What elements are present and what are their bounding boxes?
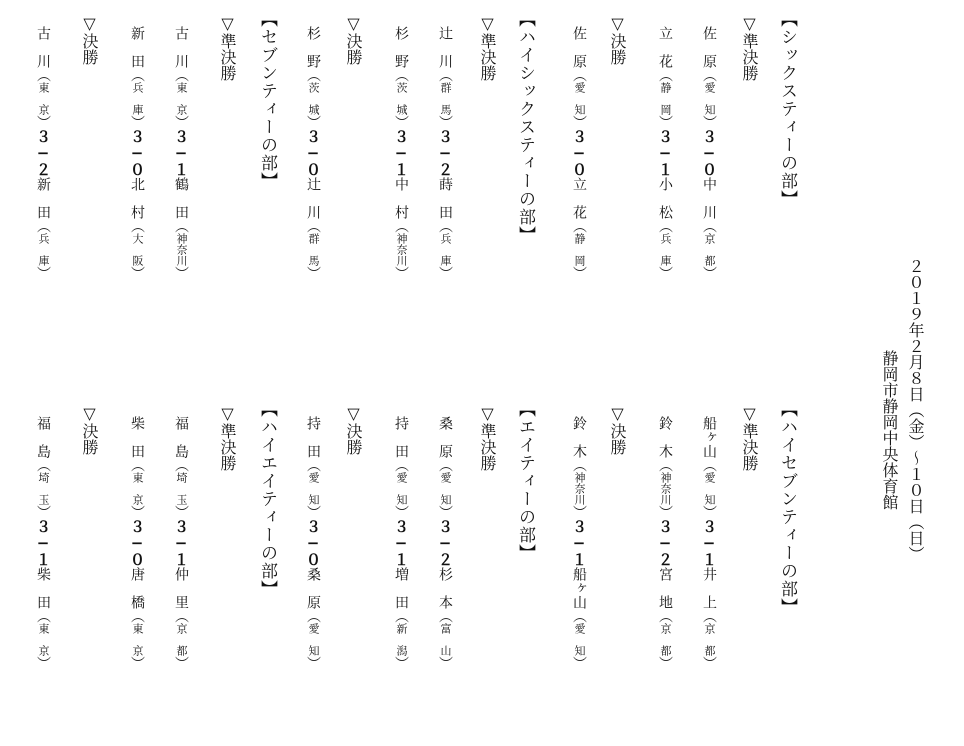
player-name: 杉 本 <box>437 567 453 609</box>
match-score: ３−２ <box>34 129 52 177</box>
prefecture-open: （ <box>657 219 673 233</box>
semifinal-label: ▽準決勝 <box>478 14 497 81</box>
player-name: 立 花 <box>657 26 673 68</box>
prefecture-close: ） <box>129 266 145 280</box>
semifinal-match <box>652 416 678 670</box>
prefecture-open: （ <box>129 458 145 472</box>
player-name: 古 川 <box>35 26 51 68</box>
player-prefecture: 神奈川 <box>395 233 408 266</box>
division-title: 【エイティーの部】 <box>515 400 535 562</box>
player-name: 柴 田 <box>35 567 51 609</box>
match-score: ３−１ <box>392 129 410 177</box>
semifinal-match <box>432 416 458 670</box>
prefecture-open: （ <box>129 609 145 623</box>
final-label: ▽決勝 <box>344 404 363 455</box>
player-prefecture: 静 岡 <box>573 233 586 266</box>
prefecture-close: ） <box>129 115 145 129</box>
match-score: ３−１ <box>172 129 190 177</box>
match-score: ３−０ <box>700 129 718 177</box>
event-date: ２０１９年２月８日（金）～１０日（日） <box>906 258 925 562</box>
semifinal-match <box>168 26 194 280</box>
player-prefecture: 愛 知 <box>703 472 716 505</box>
player-name: 佐 原 <box>701 26 717 68</box>
prefecture-open: （ <box>437 458 453 472</box>
semifinal-label: ▽準決勝 <box>478 404 497 471</box>
player-name: 蒔 田 <box>437 177 453 219</box>
semifinal-label: ▽準決勝 <box>218 404 237 471</box>
prefecture-close: ） <box>437 266 453 280</box>
match-score: ３−２ <box>436 519 454 567</box>
semifinal-label: ▽準決勝 <box>740 404 759 471</box>
player-prefecture: 埼 玉 <box>175 472 188 505</box>
prefecture-close: ） <box>173 656 189 670</box>
prefecture-close: ） <box>657 656 673 670</box>
semifinal-match <box>696 26 722 280</box>
final-match <box>566 416 592 670</box>
prefecture-close: ） <box>35 266 51 280</box>
division-title: 【ハイシックスティーの部】 <box>515 10 535 244</box>
player-name: 新 田 <box>35 177 51 219</box>
prefecture-close: ） <box>437 656 453 670</box>
prefecture-close: ） <box>657 266 673 280</box>
prefecture-close: ） <box>305 656 321 670</box>
prefecture-open: （ <box>701 458 717 472</box>
prefecture-open: （ <box>173 68 189 82</box>
prefecture-open: （ <box>701 219 717 233</box>
player-prefecture: 京 都 <box>175 623 188 656</box>
semifinal-label: ▽準決勝 <box>740 14 759 81</box>
prefecture-close: ） <box>701 656 717 670</box>
final-label: ▽決勝 <box>344 14 363 65</box>
prefecture-open: （ <box>393 458 409 472</box>
prefecture-open: （ <box>393 219 409 233</box>
player-prefecture: 新 潟 <box>395 623 408 656</box>
player-name: 福 島 <box>173 416 189 458</box>
prefecture-close: ） <box>173 266 189 280</box>
match-score: ３−１ <box>172 519 190 567</box>
prefecture-close: ） <box>35 505 51 519</box>
player-prefecture: 兵 庫 <box>131 82 144 115</box>
match-score: ３−０ <box>304 519 322 567</box>
prefecture-close: ） <box>393 505 409 519</box>
player-name: 新 田 <box>129 26 145 68</box>
division-title: 【ハイセブンティーの部】 <box>777 400 797 616</box>
player-name: 杉 野 <box>393 26 409 68</box>
prefecture-open: （ <box>305 458 321 472</box>
prefecture-open: （ <box>129 219 145 233</box>
prefecture-close: ） <box>657 505 673 519</box>
match-score: ３−０ <box>128 129 146 177</box>
player-prefecture: 愛 知 <box>307 623 320 656</box>
player-prefecture: 茨 城 <box>307 82 320 115</box>
prefecture-open: （ <box>701 68 717 82</box>
player-prefecture: 神奈川 <box>175 233 188 266</box>
prefecture-open: （ <box>657 68 673 82</box>
match-score: ３−１ <box>392 519 410 567</box>
prefecture-close: ） <box>701 115 717 129</box>
semifinal-match <box>652 26 678 280</box>
prefecture-close: ） <box>129 505 145 519</box>
prefecture-close: ） <box>571 115 587 129</box>
player-name: 鶴 田 <box>173 177 189 219</box>
player-prefecture: 群 馬 <box>307 233 320 266</box>
player-prefecture: 愛 知 <box>703 82 716 115</box>
player-prefecture: 東 京 <box>37 623 50 656</box>
semifinal-match <box>124 26 150 280</box>
player-name: 小 松 <box>657 177 673 219</box>
final-match <box>300 26 326 280</box>
prefecture-close: ） <box>393 115 409 129</box>
player-prefecture: 神奈川 <box>573 472 586 505</box>
final-label: ▽決勝 <box>80 404 99 455</box>
player-name: 仲 里 <box>173 567 189 609</box>
match-score: ３−０ <box>304 129 322 177</box>
prefecture-open: （ <box>657 458 673 472</box>
division-title: 【シックスティーの部】 <box>777 10 797 208</box>
player-prefecture: 京 都 <box>659 623 672 656</box>
prefecture-open: （ <box>173 458 189 472</box>
final-match <box>30 26 56 280</box>
prefecture-close: ） <box>129 656 145 670</box>
player-prefecture: 大 阪 <box>131 233 144 266</box>
semifinal-match <box>388 416 414 670</box>
player-prefecture: 愛 知 <box>307 472 320 505</box>
player-name: 持 田 <box>393 416 409 458</box>
prefecture-close: ） <box>701 266 717 280</box>
match-score: ３−０ <box>570 129 588 177</box>
prefecture-open: （ <box>305 68 321 82</box>
semifinal-match <box>124 416 150 670</box>
player-name: 鈴 木 <box>571 416 587 458</box>
prefecture-close: ） <box>35 115 51 129</box>
player-name: 辻 川 <box>437 26 453 68</box>
match-score: ３−１ <box>34 519 52 567</box>
player-prefecture: 東 京 <box>37 82 50 115</box>
prefecture-close: ） <box>393 266 409 280</box>
prefecture-open: （ <box>393 609 409 623</box>
semifinal-label: ▽準決勝 <box>218 14 237 81</box>
prefecture-close: ） <box>701 505 717 519</box>
prefecture-close: ） <box>571 266 587 280</box>
final-label: ▽決勝 <box>80 14 99 65</box>
prefecture-open: （ <box>393 68 409 82</box>
match-score: ３−１ <box>700 519 718 567</box>
player-prefecture: 富 山 <box>439 623 452 656</box>
player-name: 持 田 <box>305 416 321 458</box>
player-name: 古 川 <box>173 26 189 68</box>
player-prefecture: 茨 城 <box>395 82 408 115</box>
prefecture-open: （ <box>35 219 51 233</box>
prefecture-open: （ <box>129 68 145 82</box>
match-score: ３−２ <box>656 519 674 567</box>
prefecture-close: ） <box>437 505 453 519</box>
player-prefecture: 静 岡 <box>659 82 672 115</box>
prefecture-close: ） <box>173 115 189 129</box>
player-name: 桑 原 <box>437 416 453 458</box>
player-name: 中 川 <box>701 177 717 219</box>
player-name: 宮 地 <box>657 567 673 609</box>
player-name: 杉 野 <box>305 26 321 68</box>
player-name: 柴 田 <box>129 416 145 458</box>
prefecture-open: （ <box>571 219 587 233</box>
prefecture-open: （ <box>571 458 587 472</box>
player-prefecture: 愛 知 <box>573 82 586 115</box>
prefecture-open: （ <box>35 68 51 82</box>
division-title: 【ハイエイティーの部】 <box>257 400 277 598</box>
prefecture-close: ） <box>657 115 673 129</box>
prefecture-open: （ <box>173 219 189 233</box>
match-score: ３−０ <box>128 519 146 567</box>
player-name: 増 田 <box>393 567 409 609</box>
prefecture-open: （ <box>173 609 189 623</box>
prefecture-close: ） <box>35 656 51 670</box>
player-name: 中 村 <box>393 177 409 219</box>
final-label: ▽決勝 <box>608 404 627 455</box>
prefecture-open: （ <box>571 68 587 82</box>
final-match <box>566 26 592 280</box>
player-prefecture: 埼 玉 <box>37 472 50 505</box>
player-prefecture: 兵 庫 <box>439 233 452 266</box>
player-prefecture: 群 馬 <box>439 82 452 115</box>
player-name: 辻 川 <box>305 177 321 219</box>
player-name: 福 島 <box>35 416 51 458</box>
prefecture-open: （ <box>437 68 453 82</box>
prefecture-close: ） <box>571 505 587 519</box>
semifinal-match <box>432 26 458 280</box>
player-prefecture: 兵 庫 <box>37 233 50 266</box>
player-prefecture: 東 京 <box>131 623 144 656</box>
prefecture-open: （ <box>437 219 453 233</box>
prefecture-open: （ <box>35 609 51 623</box>
player-prefecture: 兵 庫 <box>659 233 672 266</box>
prefecture-close: ） <box>305 115 321 129</box>
player-prefecture: 東 京 <box>131 472 144 505</box>
match-score: ３−２ <box>436 129 454 177</box>
player-prefecture: 京 都 <box>703 623 716 656</box>
player-prefecture: 愛 知 <box>439 472 452 505</box>
final-match <box>300 416 326 670</box>
player-prefecture: 京 都 <box>703 233 716 266</box>
player-name: 佐 原 <box>571 26 587 68</box>
event-venue: 静岡市静岡中央体育館 <box>880 350 899 510</box>
player-name: 桑 原 <box>305 567 321 609</box>
semifinal-match <box>696 416 722 670</box>
prefecture-open: （ <box>35 458 51 472</box>
semifinal-match <box>388 26 414 280</box>
player-name: 井 上 <box>701 567 717 609</box>
semifinal-match <box>168 416 194 670</box>
player-name: 唐 橋 <box>129 567 145 609</box>
player-prefecture: 神奈川 <box>659 472 672 505</box>
prefecture-open: （ <box>701 609 717 623</box>
player-name: 立 花 <box>571 177 587 219</box>
prefecture-open: （ <box>305 609 321 623</box>
prefecture-close: ） <box>393 656 409 670</box>
prefecture-close: ） <box>437 115 453 129</box>
player-prefecture: 東 京 <box>175 82 188 115</box>
prefecture-open: （ <box>305 219 321 233</box>
player-name: 鈴 木 <box>657 416 673 458</box>
player-name: 船ヶ山 <box>701 416 717 458</box>
prefecture-open: （ <box>657 609 673 623</box>
match-score: ３−１ <box>570 519 588 567</box>
prefecture-close: ） <box>571 656 587 670</box>
player-name: 船ヶ山 <box>571 567 587 609</box>
prefecture-open: （ <box>571 609 587 623</box>
player-name: 北 村 <box>129 177 145 219</box>
final-label: ▽決勝 <box>608 14 627 65</box>
prefecture-open: （ <box>437 609 453 623</box>
final-match <box>30 416 56 670</box>
division-title: 【セブンティーの部】 <box>257 10 277 190</box>
prefecture-close: ） <box>305 266 321 280</box>
player-prefecture: 愛 知 <box>395 472 408 505</box>
prefecture-close: ） <box>173 505 189 519</box>
match-score: ３−１ <box>656 129 674 177</box>
player-prefecture: 愛 知 <box>573 623 586 656</box>
prefecture-close: ） <box>305 505 321 519</box>
